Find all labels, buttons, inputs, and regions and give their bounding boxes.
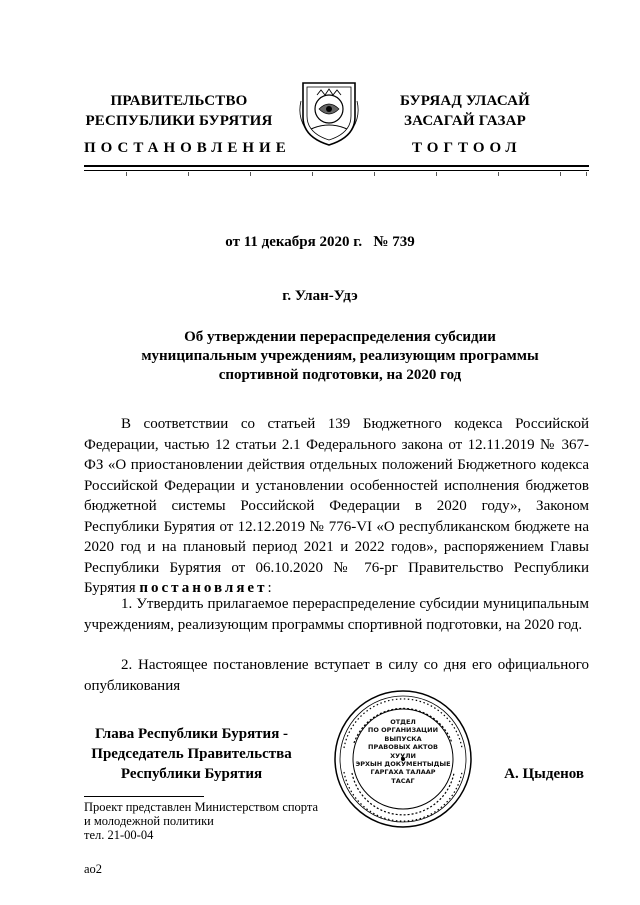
title-line2: муниципальным учреждениям, реализующим программы (141, 348, 539, 364)
stamp-line2: ПО ОРГАНИЗАЦИИ (367, 726, 439, 735)
signatory-line1: Глава Республики Бурятия - (94, 726, 289, 742)
signatory-line3: Республики Бурятия (120, 766, 263, 782)
signatory-line2: Председатель Правительства (91, 746, 292, 762)
item-2-paragraph: 2. Настоящее постановление вступает в силу со дня его официального опубликования (84, 657, 589, 694)
preamble-paragraph (84, 414, 589, 599)
header-left-line2: РЕСПУБЛИКИ БУРЯТИЯ (85, 113, 273, 129)
header-rule-thin (84, 170, 589, 171)
footer-code: ао2 (84, 862, 103, 876)
footer-line2: и молодежной политики (84, 814, 214, 828)
item-1-paragraph: 1. Утвердить прилагаемое перераспределение субсидии муниципальным учреждениям, реализующим программы спортивной подготовки, на 2020 год. (84, 596, 589, 633)
stamp-line6: ЭРХЫН ДОКУМЕНТЫДЫЕ (355, 760, 451, 769)
preamble-text: В соответствии со статьей 139 Бюджетного кодекса Российской Федерации, частью 12 статьи 2.1 Федерального закона от 12.11.2019 № 367-ФЗ «О приостановлении действия отдельных положений Бюджетного кодекса Российской Федерации и установлении особенностей исполнения бюджетов бюджетной системы Российской Федерации в 2020 году», Законом Республики Бурятия от 12.12.2019 № 776-VI «О республиканском бюджете на 2020 год и на плановый период 2021 и 2022 годов», распоряжением Главы Республики Бурятия от 06.10.2020 № 76-рг Правительство Республики Бурятия (84, 416, 589, 596)
footer-rule (84, 796, 204, 797)
stamp-line4: ПРАВОВЫХ АКТОВ (368, 743, 438, 752)
title-line1: Об утверждении перераспределения субсидии (184, 329, 496, 345)
stamp-line5: ХУУЛИ (390, 751, 416, 760)
header-right-org (380, 91, 550, 131)
title-line3: спортивной подготовки, на 2020 год (218, 367, 462, 383)
stamp-center-text (354, 718, 452, 785)
stamp-line8: ТАСАГ (391, 776, 415, 785)
stamp-line1: ОТДЕЛ (390, 718, 416, 726)
doc-type-right: ТОГТООЛ (412, 140, 522, 156)
document-title (120, 328, 560, 385)
signatory-title (84, 724, 299, 784)
document-date-number: от 11 декабря 2020 г. № 739 (225, 234, 415, 250)
coat-of-arms-emblem (297, 77, 361, 149)
doc-type-left: ПОСТАНОВЛЕНИЕ (84, 140, 291, 156)
header-left-line1: ПРАВИТЕЛЬСТВО (110, 93, 248, 109)
header-dotted-marks (84, 172, 589, 180)
stamp-line3: ВЫПУСКА (384, 734, 422, 743)
footer-line1: Проект представлен Министерством спорта (84, 800, 319, 814)
stamp-line7: ГАРГАХА ТАЛААР (370, 768, 436, 777)
header-rule-thick (84, 165, 589, 167)
footer-project-note (84, 800, 318, 842)
header-left-org (84, 91, 274, 131)
footer-line3: тел. 21-00-04 (84, 828, 154, 842)
header-right-line2: ЗАСАГАЙ ГАЗАР (404, 113, 526, 129)
signatory-name: А. Цыденов (504, 766, 584, 782)
official-stamp-seal (332, 688, 474, 830)
decree-word: постановляет (139, 580, 268, 596)
header-right-line1: БУРЯАД УЛАСАЙ (399, 93, 531, 109)
decree-colon: : (267, 580, 272, 596)
document-city: г. Улан-Удэ (282, 288, 358, 304)
